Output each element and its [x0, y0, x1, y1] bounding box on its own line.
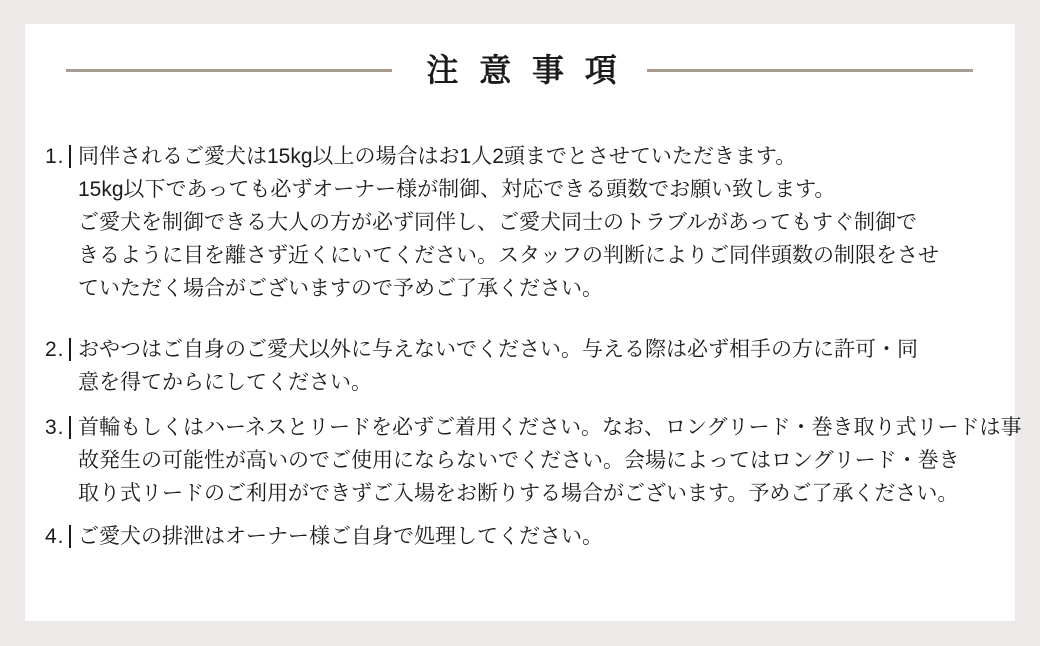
item-text	[78, 140, 1011, 305]
item-text	[78, 411, 1022, 510]
item-text	[78, 520, 1011, 553]
notice-list	[45, 140, 1022, 553]
notice-line: 首輪もしくはハーネスとリードを必ずご着用ください。なお、ロングリード・巻き取り式リードは事	[78, 416, 1022, 439]
item-text	[78, 333, 1011, 399]
notice-line: おやつはご自身のご愛犬以外に与えないでください。与える際は必ず相手の方に許可・同	[78, 338, 918, 361]
item-number: 1.	[45, 145, 65, 168]
notice-line: きるように目を離さず近くにいてください。スタッフの判断によりご同伴頭数の制限をさせ	[78, 244, 939, 267]
notice-item	[45, 333, 1011, 399]
item-number: 2.	[45, 338, 65, 361]
item-divider-bar	[69, 145, 71, 168]
title-divider-line-right	[647, 69, 973, 72]
notice-item	[45, 140, 1011, 305]
title-row	[45, 50, 1011, 90]
notice-line: ご愛犬を制御できる大人の方が必ず同伴し、ご愛犬同士のトラブルがあってもすぐ制御で	[78, 211, 917, 234]
item-divider-bar	[69, 525, 71, 548]
title-divider-line-left	[66, 69, 392, 72]
notice-item	[45, 520, 1011, 553]
item-divider-bar	[69, 416, 71, 439]
notice-line: 故発生の可能性が高いのでご使用にならないでください。会場によってはロングリード・巻き	[78, 449, 960, 472]
notice-line: 取り式リードのご利用ができずご入場をお断りする場合がございます。予めご了承ください。	[78, 482, 959, 505]
notice-line: 同伴されるご愛犬は15kg以上の場合はお1人2頭までとさせていただきます。	[78, 145, 797, 168]
notice-card	[25, 24, 1022, 621]
notice-line: 15kg以下であっても必ずオーナー様が制御、対応できる頭数でお願い致します。	[78, 178, 836, 201]
notice-line: ご愛犬の排泄はオーナー様ご自身で処理してください。	[78, 525, 603, 548]
item-divider-bar	[69, 338, 71, 361]
item-number: 4.	[45, 525, 65, 548]
notice-line: 意を得てからにしてください。	[78, 371, 372, 394]
item-number: 3.	[45, 416, 65, 439]
notice-line: ていただく場合がございますので予めご了承ください。	[78, 277, 603, 300]
page-title: 注意事項	[426, 52, 638, 88]
notice-item	[45, 411, 1022, 510]
